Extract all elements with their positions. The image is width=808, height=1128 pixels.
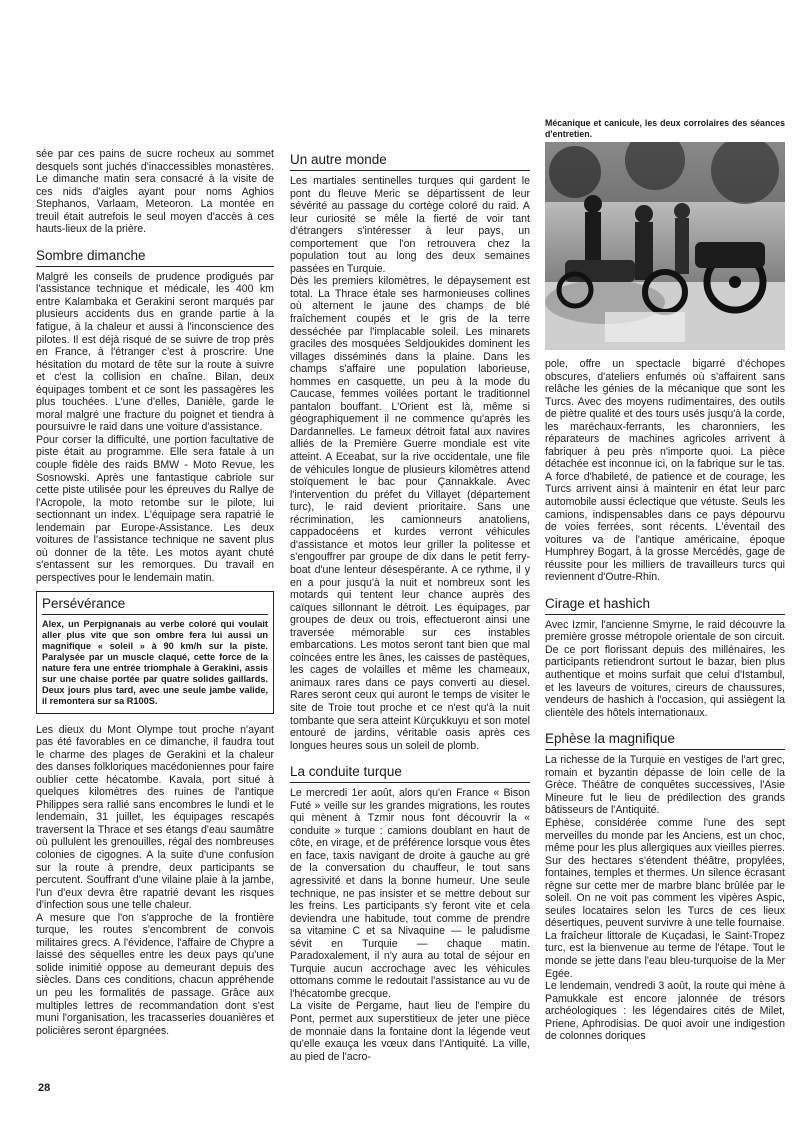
column-3	[545, 118, 785, 1043]
paragraph: pole, offre un spectacle bigarré d'échopes obscures, d'ateliers enfumés où s'affairent sans relâche les génies de la mécanique que sont les Turcs. Avec des moyens rudimentaires, des outils de piètre qualité et des tours usés jusqu'à la corde, les maréchaux-ferrants, les charonniers, les réparateurs de machines agricoles arrivent à fabriquer à peu près n'importe quoi. La pièce détachée est inconnue ici, on la fabrique sur le tas. A force d'habileté, de patience et de courage, les Turcs arrivent ainsi à maintenir en état leur parc automobile aussi éclectique que vétuste. Seuls les camions, indispensables dans ce pays dépourvu de voies ferrées, sont récents. L'éventail des voitures va de l'antique américaine, époque Humphrey Bogart, à la grosse Mercédès, gage de réussite pour les milliers de travailleurs turcs qui reviennent d'Outre-Rhin.	[545, 358, 785, 584]
paragraph: La visite de Pergame, haut lieu de l'empire du Pont, permet aux superstitieux de jeter une pièce de monnaie dans la fontaine dont la légende veut qu'elle exauça les vœux dans l'Antiquité. La ville, au pied de l'acro-	[290, 1000, 530, 1063]
paragraph: Le lendemain, vendredi 3 août, la route qui mène à Pamukkale est encore jalonnée de trésors archéologiques : les légendaires cités de Milet, Priene, Aphrodisias. De quoi avoir une indigestion de colonnes doriques	[545, 980, 785, 1043]
paragraph: A mesure que l'on s'approche de la frontière turque, les routes s'encombrent de convois militaires grecs. A l'évidence, l'affaire de Chypre a laissé des séquelles entre les deux pays qu'une solide inimitié oppose au demeurant depuis des siècles. Dans ces conditions, chacun appréhende un peu les formalités de passage. Grâce aux multiples lettres de recommandation dont s'est muni l'organisation, les tracasseries douanières et policières seront épargnées.	[36, 911, 274, 1037]
paragraph: Les dieux du Mont Olympe tout proche n'ayant pas été favorables en ce dimanche, il faudra tout le charme des plages de Gerakini et la chaleur des danses folkloriques macédoniennes pour faire oublier cette hécatombe. Kavala, port situé à quelques kilomètres des ruines de l'antique Philippes sera rallié sans encombres le lundi et le lendemain, 31 juillet, les équipages rescapés traversent la Thrace et ses étangs d'eau saumâtre où pullulent les grenouilles, régal des nombreuses colonies de cigognes. A la suite d'une confusion sur la route à prendre, deux participants se percutent. Souffrant d'une vilaine plaie à la jambe, l'un d'eux devra être rapatrié devant les risques d'infection sous une telle chaleur.	[36, 723, 274, 912]
paragraph: Le mercredi 1er août, alors qu'en France « Bison Futé » veille sur les grandes migrations, les routes qui mènent à Tzmir nous font découvrir la « conduite » turque : camions doublant en haut de côte, en virage, et de préférence lorsque vous êtes en face, taxis navigant de droite à gauche au gré de la conversation du chauffeur, le tout sans agressivité et dans la bonne humeur. Une seule technique, ne pas insister et se mettre debout sur les freins. Les participants s'y feront vite et cela deviendra une habitude, tout comme de prendre sa vitamine C et sa Nivaquine — le paludisme sévit en Turquie — chaque matin. Paradoxalement, il n'y aura au total de séjour en Turquie aucun accrochage avec les véhicules ottomans comme le redoutait l'assistance au vu de l'hécatombe grecque.	[290, 787, 530, 1000]
photo-motorcycle-maintenance	[545, 142, 785, 350]
paragraph: La richesse de la Turquie en vestiges de l'art grec, romain et byzantin dépasse de loin celle de la Grèce. Théâtre de conquêtes successives, l'Asie Mineure fut le lieu de prédilection des grands bâtisseurs de l'Antiquité.	[545, 754, 785, 817]
paragraph: Avec Izmir, l'ancienne Smyrne, le raid découvre la première grosse métropole orientale de son circuit. De ce port florissant depuis des millénaires, les participants retiendront surtout le bazar, bien plus authentique et moins surfait que celui d'Istambul, et les laveurs de voitures, cireurs de chaussures, vendeurs de hashich à l'occasion, qui assiègent la clientèle des hôtels internationaux.	[545, 618, 785, 719]
paragraph: Les martiales sentinelles turques qui gardent le pont du fleuve Meric se départissent de leur sévérité au passage du cortège coloré du raid. A leur curiosité se mêle la fierté de voir tant d'étrangers s'intéresser à leur pays, un comportement que l'on retrouvera chez la population tout au long des deux semaines passées en Turquie.	[290, 175, 530, 275]
column-2	[290, 148, 530, 1063]
column-1	[36, 148, 274, 1037]
heading-la-conduite-turque: La conduite turque	[290, 764, 530, 783]
page-number: 28	[38, 1082, 51, 1094]
paragraph: Malgré les conseils de prudence prodigués par l'assistance technique et médicale, les 400 km entre Kalambaka et Gerakini seront marqués par plusieurs accidents dus en grande partie à la fatigue, à la chaleur et aussi à l'inconscience des pilotes. Il est déjà risqué de se suivre de trop près en France, à l'étranger c'est à proscrire. Une hésitation du motard de tête sur la route à suivre et c'est la collision en chaîne. Bilan, deux équipages tombent et ce sont les passagères les plus touchées. L'une d'elles, Danièle, garde le moral malgré une fracture du poignet et tiendra à poursuivre le raid dans une voiture d'assistance.	[36, 270, 274, 434]
photo-caption: Mécanique et canicule, les deux corrolaires des séances d'entretien.	[545, 118, 785, 139]
paragraph: Ephèse, considérée comme l'une des sept merveilles du monde par les Anciens, est un choc, même pour les plus allergiques aux vieilles pierres. Sur des hectares s'étendent théâtre, propylées, fontaines, temples et thermes. Un silence écrasant règne sur cette mer de marbre blanc brûlée par le soleil. On ne voit pas comment les vipères Aspic, seules locataires selon les Turcs de ces lieux désertiques, peuvent survivre à une telle fournaise.	[545, 816, 785, 930]
heading-cirage-et-hashich: Cirage et hashich	[545, 596, 785, 615]
paragraph: Pour corser la difficulté, une portion facultative de piste était au programme. Elle sera fatale à un couple fidèle des raids BMW - Moto Revue, les Sosnowski. Après une fantastique cabriole sur cette piste utilisée pour les épreuves du Rallye de l'Acropole, la moto retombe sur le pilote, lui sectionnant un index. L'équipage sera rapatrié le lendemain par Europe-Assistance. Les deux voitures de l'assistance technique ne savent plus où donner de la tête. Les motos ayant chuté s'entassent sur les remorques. Du travail en perspectives pour le lendemain matin.	[36, 433, 274, 584]
photo-image	[545, 142, 785, 350]
perseverance-text: Alex, un Perpignanais au verbe coloré qui voulait aller plus vite que son ombre fera lui aussi un magnifique « soleil » à 90 km/h sur la piste. Paralysée par un muscle claqué, cette force de la nature fera une entrée triomphale à Gerakini, assis sur une chaise portée par quatre solides gaillards. Deux jours plus tard, avec une seule jambe valide, il remontera sur sa R100S.	[42, 618, 268, 706]
paragraph: Dès les premiers kilomètres, le dépaysement est total. La Thrace étale ses harmonieuses collines où alternent le jaune des champs de blé fraîchement coupés et le gris de la terre desséchée par l'implacable soleil. Les minarets graciles des mosquées Seldjoukides dominent les villages disséminés dans la plaine. Dans les champs s'affaire une population laborieuse, hommes en casquette, un peu à la mode du Caucase, femmes voilées portant le traditionnel pantalon bouffant. L'Orient est là, même si géographiquement il ne commence qu'après les Dardannelles. Le fameux détroit fatal aux navires alliés de la Première Guerre mondiale est vite atteint. A Eceabat, sur la rive occidentale, une file de véhicules longue de plusieurs kilomètres attend stoïquement le bac pour Çannakkale. Avec l'intervention du préfet du Villayet (département turc), le raid devient prioritaire. Sans une récrimination, les camionneurs anatoliens, cappadocéens et kurdes verront véhicules d'assistance et motos leur griller la politesse et s'engouffrer par groupe de dix dans le petit ferry-boat d'une lenteur désespérante. A ce rythme, il y en a pour jusqu'à la nuit et nombreux sont les motards qui tentent leur chance auprès des caïques sillonnant le détroit. Les équipages, par groupes de deux ou trois, effectueront ainsi une traversée mémorable sur ces instables embarcations. Les motos seront tant bien que mal coincées entre les ânes, les caisses de pastèques, les cages de volailles et même les chameaux, animaux rares dans ce pays converti au diesel. Rares seront ceux qui auront le temps de visiter le site de Troie tout proche et ce n'est qu'à la nuit tombante que sera atteint Kürçukkuyu et son motel entouré de jardins, véritable oasis après ces longues heures sous un soleil de plomb.	[290, 275, 530, 752]
paragraph: La fraîcheur littorale de Kuçadasi, le Saint-Tropez turc, est la bienvenue au terme de l'étape. Tout le monde se jette dans l'eau bleu-turquoise de la Mer Egée.	[545, 929, 785, 980]
heading-sombre-dimanche: Sombre dimanche	[36, 248, 274, 267]
intro-paragraph: sée par ces pains de sucre rocheux au sommet desquels sont juchés d'inaccessibles monastères. Le dimanche matin sera consacré à la visite de ces nids d'aigles ayant pour noms Aghios Stephanos, Varlaam, Meteoron. La montée en treuil était autrefois le seul moyen d'accès à ces hauts-lieux de la prière.	[36, 148, 274, 236]
heading-perseverance: Persévérance	[42, 596, 268, 615]
heading-ephese-la-magnifique: Ephèse la magnifique	[545, 731, 785, 750]
perseverance-box	[36, 591, 274, 714]
heading-un-autre-monde: Un autre monde	[290, 152, 530, 171]
